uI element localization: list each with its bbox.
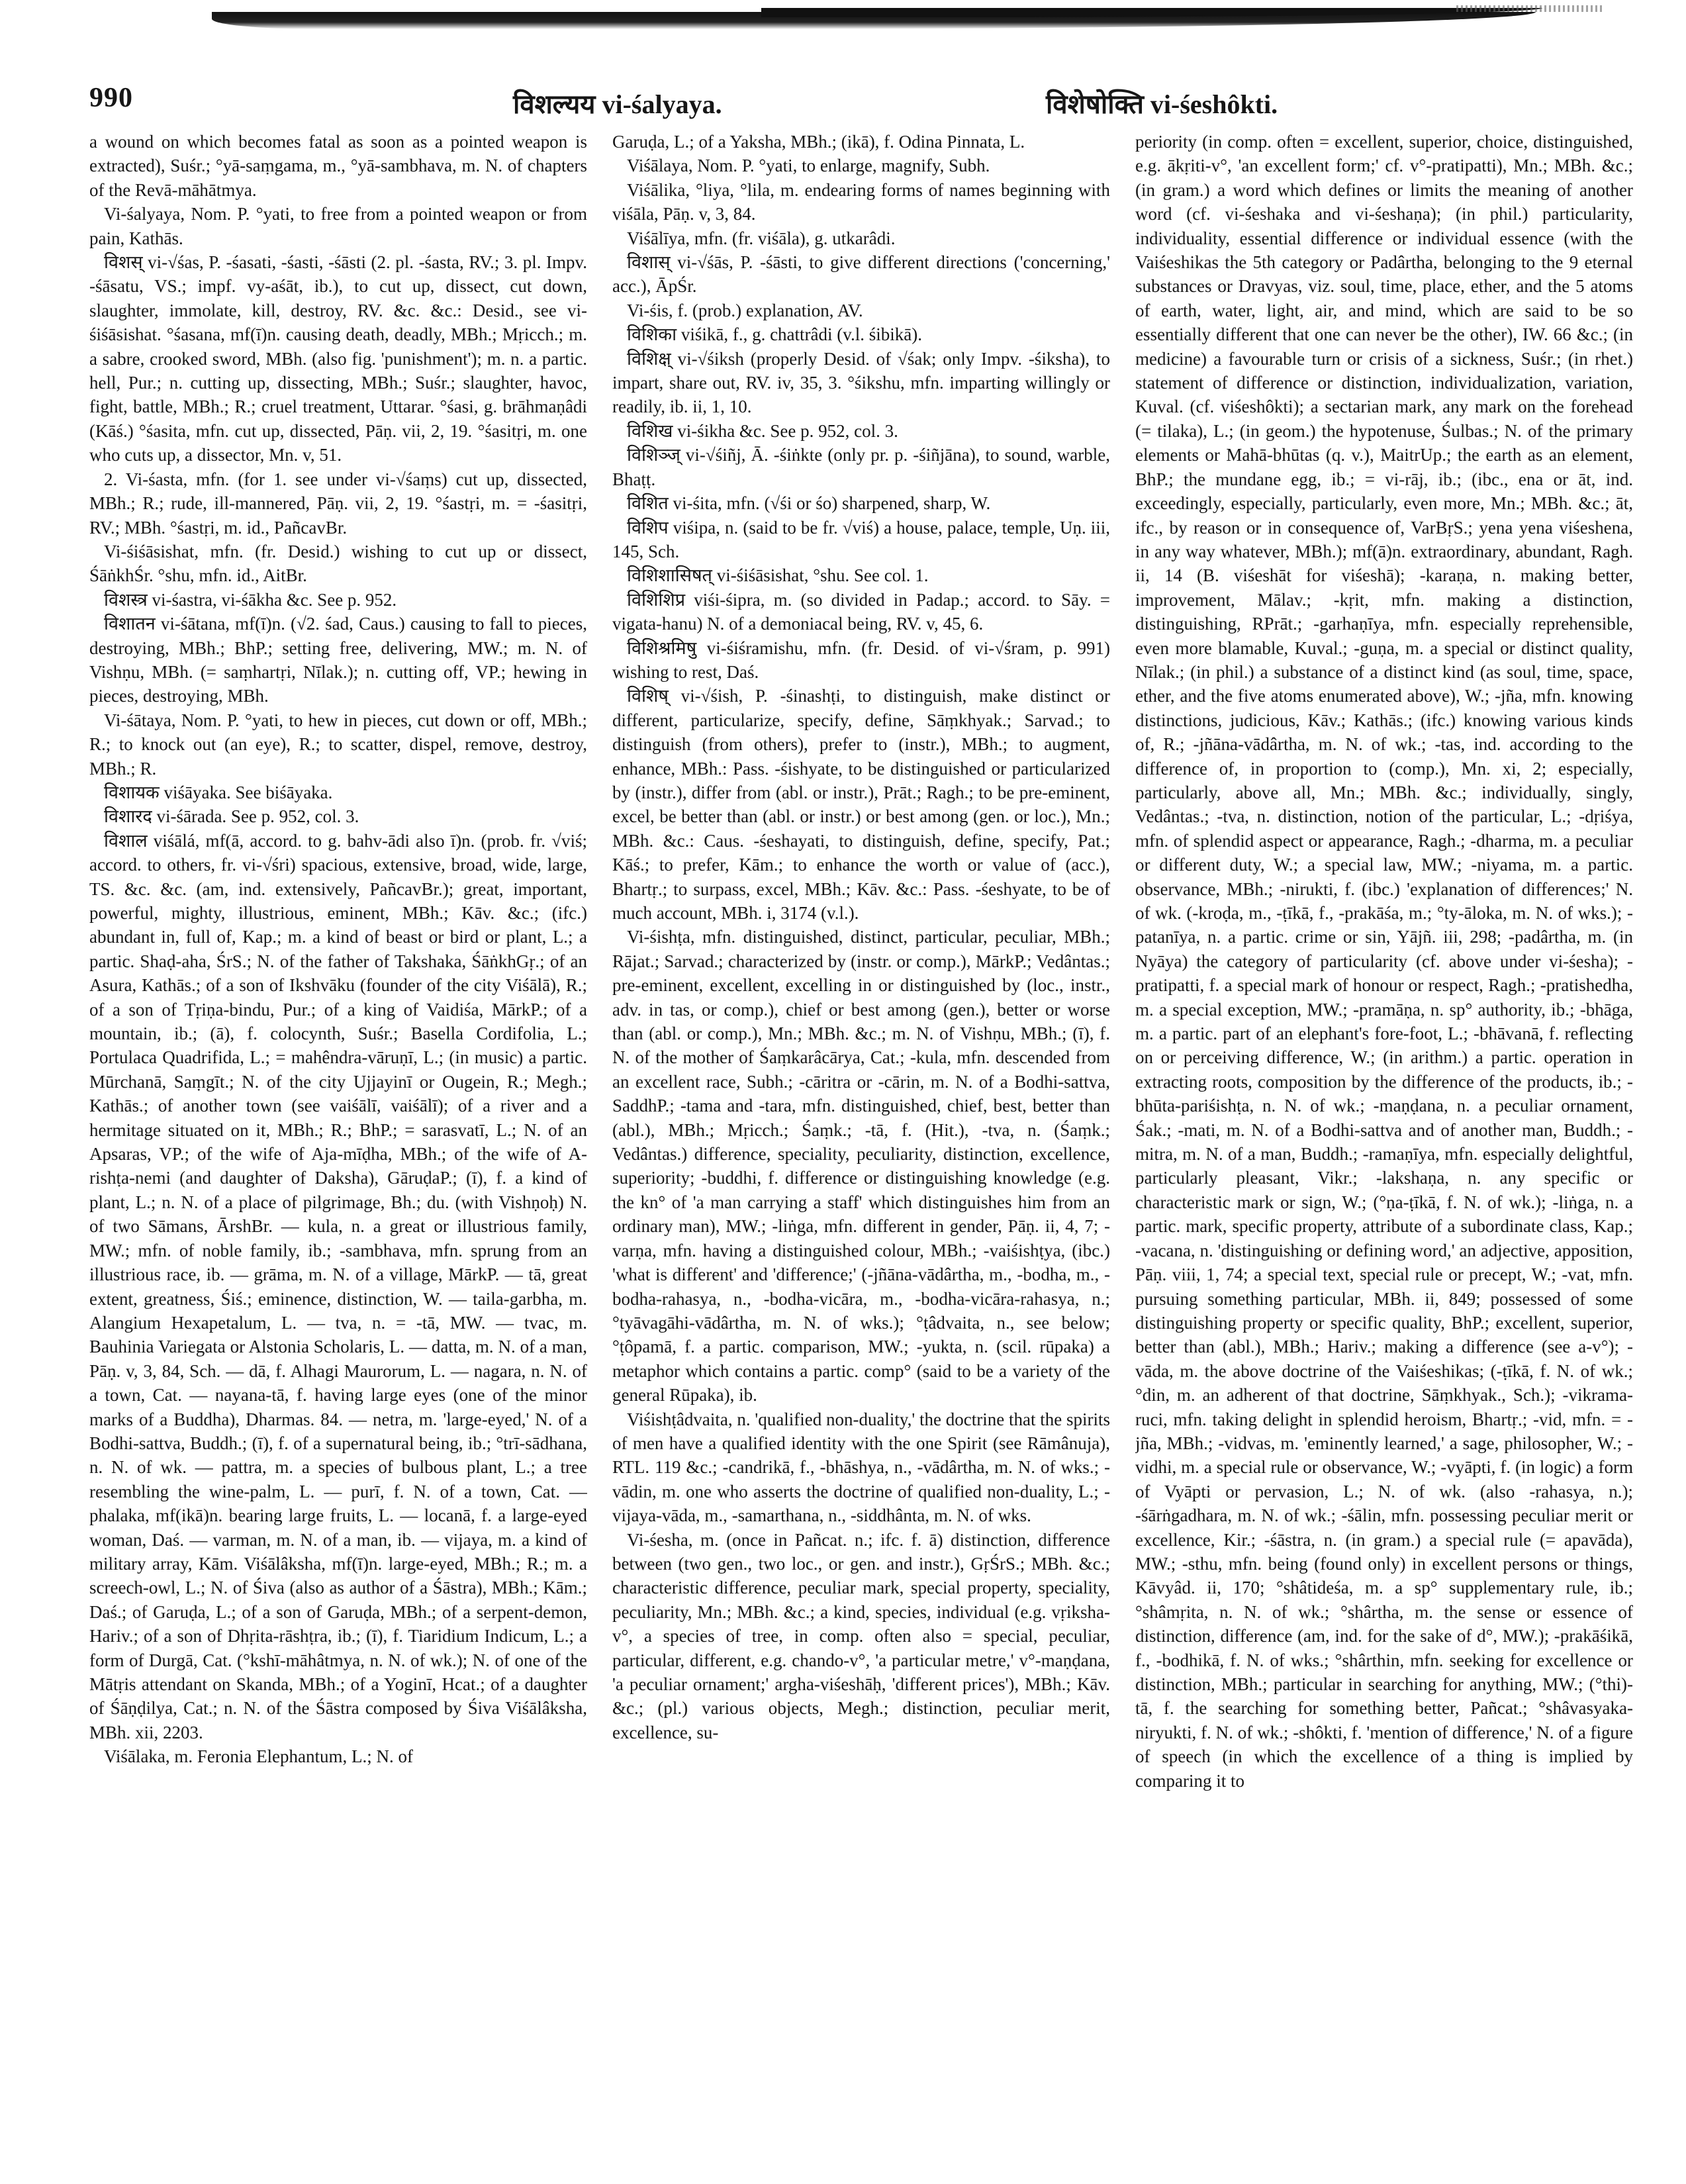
entry: Vi-śātaya, Nom. P. °yati, to hew in pieces, cut down or off, MBh.; R.; to knock out (an eye), R.; to scatter, dispel, remove, destroy, MBh.; R. [89,710,587,779]
entry: विशिप viśipa, n. (said to be fr. √viś) a house, palace, temple, Uṇ. iii, 145, Sch. [612,517,1110,561]
entry: Vi-śis, f. (prob.) explanation, AV. [627,300,863,320]
entry: विशिञ्ज् vi-√śiñj, Ā. -śiṅkte (only pr. p. -śiñjāna), to sound, warble, Bhaṭṭ. [612,445,1110,489]
entry: Viśishṭâdvaita, n. 'qualified non-duality,' the doctrine that the spirits of men have a qualified identity with the one Spirit (see Rāmânuja), RTL. 119 &c.; -candrikā, f., -bhāshya, n., -vādârtha, m. N. of wks.; -vādin, m. one who asserts the doctrine of qualified non-duality, L.; -vijaya-vāda, m., -samarthana, n., -siddhânta, m. N. of wks. [612,1409,1110,1526]
entry: विशित vi-śita, mfn. (√śi or śo) sharpened, sharp, W. [627,493,991,514]
entry: Garuḍa, L.; of a Yaksha, MBh.; (ikā), f. Odina Pinnata, L. [612,132,1025,152]
entry: Vi-śishṭa, mfn. distinguished, distinct, particular, peculiar, MBh.; Rājat.; Sarvad.; characterized by (instr. or comp.), MārkP.; Vedântas.; pre-eminent, excellent, excelling in or distinguished by (loc., instr., adv. in tas, or comp.), chief or best among (gen.), better or worse than (abl. or comp.), Mn.; MBh. &c.; m. N. of Vishṇu, MBh.; (ī), f. N. of the mother of Śaṃkarâcārya, Cat.; -kula, mfn. descended from an excellent race, Subh.; -cāritra or -cārin, m. N. of a Bodhi-sattva, SaddhP.; -tama and -tara, mfn. distinguished, chief, best, better than (abl.), MBh.; Mṛicch.; Śaṃk.; -tā, f. (Hit.), -tva, n. (Śaṃk.; Vedântas.) difference, speciality, peculiarity, distinction, excellence, superiority; -buddhi, f. difference or distinguishing knowledge (e.g. the kn° of 'a man carrying a staff' which distinguishes him from an ordinary man), MW.; -liṅga, mfn. different in gender, Pāṇ. ii, 4, 7; -varṇa, mfn. having a distinguished colour, MBh.; -vaiśishṭya, (ibc.) 'what is different' and 'difference;' (-jñāna-vādârtha, m., -bodha, m., -bodha-rahasya, n., -bodha-vicāra, m., -bodha-vicāra-rahasya, n.; °tyāvagāhi-vādârtha, m. N. of wks.); °ṭâdvaita, n., see below; °ṭôpamā, f. a partic. comparison, MW.; -yukta, n. (scil. rūpaka) a metaphor which contains a partic. comp° (said to be a variety of the general Rūpaka), ib. [612,927,1110,1405]
entry: विशिक्ष् vi-√śiksh (properly Desid. of √śak; only Impv. -śiksha), to impart, share out, RV. iv, 35, 3. °śikshu, mfn. imparting willingly or readily, ib. ii, 1, 10. [612,348,1110,417]
entry: विशारद vi-śārada. See p. 952, col. 3. [104,806,359,827]
entry: विशिका viśikā, f., g. chattrâdi (v.l. śibikā). [627,324,922,345]
entry: विशायक viśāyaka. See biśāyaka. [104,782,333,802]
entry: Viśālika, °liya, °lila, m. endearing forms of names beginning with viśāla, Pāṇ. v, 3, 84. [612,179,1110,224]
entry: विशास् vi-√śās, P. -śāsti, to give different directions ('concerning,' acc.), ĀpŚr. [612,252,1110,297]
page-number: 990 [89,83,133,113]
scan-top-edge [0,0,1686,46]
entry: Vi-śesha, m. (once in Pañcat. n.; ifc. f. ā) distinction, difference between (two gen., two loc., or gen. and instr.), GṛŚrS.; MBh. &c.; characteristic difference, peculiar mark, special property, speciality, peculiarity, Mn.; MBh. &c.; a kind, species, individual (e.g. vṛiksha-v°, a species of tree, in comp. often also = special, peculiar, particular, different, e.g. chando-v°, 'a particular metre,' v°-maṇḍana, 'a peculiar ornament;' argha-viśeshāḥ, 'different prices'), MBh.; Kāv. &c.; (pl.) various objects, Megh.; distinction, peculiar merit, excellence, su- [612,1529,1110,1742]
entry: विशिख vi-śikha &c. See p. 952, col. 3. [627,420,898,441]
entry: विशिश्रमिषु vi-śiśramishu, mfn. (fr. Desid. of vi-√śram, p. 991) wishing to rest, Daś. [612,638,1110,682]
entry: विशाल viśālá, mf(ā, accord. to g. bahv-ādi also ī)n. (prob. fr. √viś; accord. to others, fr. vi-√śri) spacious, extensive, broad, wide, large, TS. &c. &c. (am, ind. extensively, PañcavBr.); great, important, powerful, mighty, illustrious, eminent, MBh.; Kāv. &c.; (ifc.) abundant in, full of, Kap.; m. a kind of beast or bird or plant, L.; a partic. Shaḍ-aha, ŚrS.; N. of the father of Takshaka, ŚāṅkhGṛ.; of an Asura, Kathās.; of a son of Ikshvāku (founder of the city Viśālā), R.; of a son of Tṛiṇa-bindu, Pur.; of a king of Vaidiśa, MārkP.; of a mountain, ib.; (ā), f. colocynth, Suśr.; Basella Cordifolia, L.; Portulaca Quadrifida, L.; = mahêndra-vāruṇī, L.; (in music) a partic. Mūrchanā, Saṃgīt.; N. of the city Ujjayinī or Ougein, R.; Megh.; Kathās.; of another town (see vaiśālī, vaiśālī); of a river and a hermitage situated on it, MBh.; R.; BhP.; = sarasvatī, L.; N. of an Apsaras, VP.; of the wife of Aja-mīḍha, MBh.; of the wife of A-rishṭa-nemi (and daughter of Daksha), GāruḍaP.; (ī), f. a kind of plant, L.; n. N. of a place of pilgrimage, Bh.; du. (with Vishṇoḥ) N. of two Sāmans, ĀrshBr. — kula, n. a great or illustrious family, MW.; mfn. of noble family, ib.; -sambhava, mfn. sprung from an illustrious race, ib. — grāma, m. N. of a village, MārkP. — tā, great extent, greatness, Śiś.; eminence, distinction, W. — taila-garbha, m. Alangium Hexapetalum, L. — tva, n. = -tā, MW. — tvac, m. Bauhinia Variegata or Alstonia Scholaris, L. — datta, m. N. of a man, Pāṇ. v, 3, 84, Sch. — dā, f. Alhagi Maurorum, L. — nagara, n. N. of a town, Cat. — nayana-tā, f. having large eyes (one of the minor marks of a Buddha), Dharmas. 84. — netra, m. 'large-eyed,' N. of a Bodhi-sattva, Buddh.; (ī), f. of a supernatural being, ib.; °trī-sādhana, n. N. of wk. — pattra, m. a species of bulbous plant, L.; a tree resembling the wine-palm, L. — purī, f. N. of a town, Cat. — phalaka, mf(ikā)n. bearing large fruits, L. — locanā, f. a large-eyed woman, Daś. — varman, m. N. of a man, ib. — vijaya, m. a kind of military array, Kām. Viśālâksha, mf(ī)n. large-eyed, MBh.; R.; m. a screech-owl, L.; N. of Śiva (also as author of a Śāstra), MBh.; Kām.; Daś.; of Garuḍa, L.; of a son of Garuḍa, MBh.; of a serpent-demon, Hariv.; of a son of Dhṛita-rāshṭra, ib.; (ī), f. Tiaridium Indicum, L.; a form of Durgā, Cat. (°kshī-māhâtmya, n. N. of wk.); N. of one of the Mātṛis attendant on Skanda, MBh.; of a Yoginī, Hcat.; of a daughter of Śāṇḍilya, Cat.; n. N. of the Śāstra composed by Śiva Viśālâksha, MBh. xii, 2203. [89,830,587,1742]
entry: a wound on which becomes fatal as soon as a pointed weapon is extracted), Suśr.; °yā-saṃgama, m., °yā-sambhava, m. N. of chapters of the Revā-māhātmya. [89,132,587,200]
dictionary-columns [89,130,1632,2149]
entry: Viśālīya, mfn. (fr. viśāla), g. utkarâdi. [627,228,896,248]
entry: विशिशिप्र viśi-śipra, m. (so divided in Padap.; accord. to Sāy. = vigata-hanu) N. of a demoniacal being, RV. v, 45, 6. [612,589,1110,634]
column-3 [1135,130,1633,2149]
entry: विशिष् vi-√śish, P. -śinashṭi, to distinguish, make distinct or different, particularize, specify, define, Sāṃkhyak.; Sarvad.; to distinguish (from others), prefer to (instr.), MBh.; to augment, enhance, MBh.: Pass. -śishyate, to be distinguished or particularized by (instr.), differ from (abl. or instr.), Prāt.; Ragh.; to be pre-eminent, excel, be better than (abl. or instr.) or best among (gen. or loc.), Mn.; MBh. &c.: Caus. -śeshayati, to distinguish, define, specify, Pat.; Kāś.; to prefer, Kām.; to enhance the worth or value of (acc.), Bhartṛ.; to surpass, excel, MBh.; Kāv. &c.: Pass. -śeshyate, to be of much account, MBh. i, 3174 (v.l.). [612,686,1110,923]
entry: विशस्त्र vi-śastra, vi-śākha &c. See p. 952. [104,589,397,610]
column-1 [89,130,587,2149]
running-header [89,79,1632,122]
entry: Viśālaya, Nom. P. °yati, to enlarge, magnify, Subh. [627,156,990,176]
right-headword: विशेषोक्ति vi-śeshôkti. [1046,89,1278,119]
scan-noise [1456,5,1602,12]
entry: Viśālaka, m. Feronia Elephantum, L.; N. of [104,1746,414,1767]
entry: विशिशासिषत् vi-śiśāsishat, °shu. See col. 1. [627,565,929,586]
entry: periority (in comp. often = excellent, superior, choice, distinguished, e.g. ākṛiti-v°, 'an excellent form;' cf. v°-pratipatti), Mn.; MBh. &c.; (in gram.) a word which defines or limits the meaning of another word (cf. vi-śeshaka and vi-śeshaṇa); (in phil.) particularity, individuality, essential difference or individual essence (with the Vaiśeshikas the 5th category or Padârtha, belonging to the 9 eternal substances or Dravyas, viz. soul, time, place, ether, and the 5 atoms of earth, water, light, air, and mind, which are said to be so essentially different that one can never be the other), IW. 66 &c.; (in medicine) a favourable turn or crisis of a sickness, Suśr.; (in rhet.) statement of difference or distinction, individualization, variation, Kuval. (cf. viśeshôkti); a sectarian mark, any mark on the forehead (= tilaka), L.; (in geom.) the hypotenuse, Śulbas.; N. of the primary elements or Mahā-bhūtas (q. v.), MaitrUp.; the earth as an element, BhP.; the mundane egg, ib.; = vi-rāj, ib.; (ibc., ena or āt, ind. exceedingly, especially, particularly, even more, Mn.; MBh. &c.; āt, ifc., by reason or in consequence of, VarBṛS.; yena yena viśeshena, in any way whatever, MBh.); mf(ā)n. extraordinary, abundant, Ragh. ii, 14 (B. viśeshāt for viśeshā); -karaṇa, n. making better, improvement, Mālav.; -kṛit, mfn. making a distinction, distinguishing, RPrāt.; -garhaṇīya, mfn. especially reprehensible, even more blamable, Kuval.; -guṇa, m. a special or distinct quality, Nīlak.; (in phil.) a substance of a distinct kind (as soul, time, space, ether, and the five atoms enumerated above), W.; -jña, mfn. knowing distinctions, judicious, Kāv.; Kathās.; (ifc.) knowing various kinds of, R.; -jñāna-vādârtha, m. N. of wk.; -tas, ind. according to the difference of, in proportion to (comp.), Mn. xi, 2; especially, particularly, above all, Mn.; MBh. &c.; individually, singly, Vedântas.; -tva, n. distinction, notion of the particular, L.; -dṛiśya, mfn. of splendid aspect or appearance, Ragh.; -dharma, m. a peculiar or different duty, W.; a special law, MW.; -niyama, m. a partic. observance, MBh.; -nirukti, f. (ibc.) 'explanation of differences;' N. of wk. (-kroḍa, m., -ṭīkā, f., -prakāśa, m.; °ty-āloka, m. N. of wks.); -patanīya, n. a partic. crime or sin, Yājñ. iii, 298; -padârtha, m. (in Nyāya) the category of particularity (cf. above under vi-śesha); -pratipatti, f. a special mark of honour or respect, Ragh.; -pratishedha, m. a special exception, MW.; -pramāṇa, n. sp° authority, ib.; -bhāga, m. a partic. part of an elephant's fore-foot, L.; -bhāvanā, f. reflecting on or perceiving difference, W.; (in arithm.) a partic. operation in extracting roots, composition by the difference of the products, ib.; -bhūta-pariśishṭa, n. N. of wk.; -maṇḍana, n. a peculiar ornament, Śak.; -mati, m. N. of a Bodhi-sattva and of another man, Buddh.; -mitra, m. N. of a man, Buddh.; -ramaṇīya, mfn. especially delightful, particularly pleasant, Vikr.; -lakshaṇa, n. any specific or characteristic mark or sign, W.; (°ṇa-ṭīkā, f. N. of wk.); -liṅga, n. a partic. mark, specific property, attribute of a subordinate class, Kap.; -vacana, n. 'distinguishing or defining word,' an adjective, apposition, Pāṇ. viii, 1, 74; a special text, special rule or precept, W.; -vat, mfn. pursuing something particular, MBh. ii, 849; possessed of some distinguishing property or specific quality, BhP.; excellent, superior, better than (abl.), MBh.; Hariv.; making a difference (see a-v°); -vāda, m. the above doctrine of the Vaiśeshikas; (-ṭīkā, f. N. of wk.; °din, m. an adherent of that doctrine, Sāṃkhyak., Sch.); -vikrama-ruci, mfn. taking delight in splendid heroism, Bhartṛ.; -vid, mfn. = -jña, MBh.; -vidvas, m. 'eminently learned,' a sage, philosopher, W.; -vidhi, m. a special rule or observance, W.; -vyāpti, f. (in logic) a form of Vyāpti or pervasion, L.; N. of wk. (also -rahasya, n.); -śārṅgadhara, m. N. of wk.; -śālin, mfn. possessing peculiar merit or excellence, Kir.; -śāstra, n. (in gram.) a special rule (= apavāda), MW.; -sthu, mfn. being (found only) in excellent persons or things, Kāvyâd. ii, 170; °shâtideśa, m. a sp° supplementary rule, ib.; °shâmṛita, n. N. of wk.; °shârtha, m. the sense or essence of distinction, difference (am, ind. for the sake of d°, MW.); -prakāśikā, f., -bodhikā, f. N. of wks.; °shârthin, mfn. seeking for excellence or distinction, MBh.; particular in searching for anything, MW.; (°thi)-tā, f. the searching for something better, Pañcat.; °shâvasyaka-niryukti, f. N. of wk.; -shôkti, f. 'mention of difference,' N. of a figure of speech (in which the excellence of a thing is implied by comparing it to [1135,132,1633,1791]
entry: Vi-śiśāsishat, mfn. (fr. Desid.) wishing to cut up or dissect, ŚāṅkhŚr. °shu, mfn. id., AitBr. [89,541,587,586]
entry: विशस् vi-√śas, P. -śasati, -śasti, -śāsti (2. pl. -śasta, RV.; 3. pl. Impv. -śāsatu, VS.; impf. vy-aśāt, ib.), to cut up, dissect, cut down, slaughter, immolate, kill, destroy, RV. &c. &c.: Desid., see vi-śiśāsishat. °śasana, mf(ī)n. causing death, deadly, MBh.; Mṛicch.; m. a sabre, crooked sword, MBh. (also fig. 'punishment'); m. n. a partic. hell, Pur.; n. cutting up, dissecting, MBh.; Suśr.; slaughter, havoc, fight, battle, MBh.; R.; cruel treatment, Uttarar. °śasi, g. brāhmaṇâdi (Kāś.) °śasita, mfn. cut up, dissected, Pāṇ. vii, 2, 19. °śasitṛi, m. one who cuts up, a dissector, Mn. v, 51. [89,252,587,465]
entry: विशातन vi-śātana, mf(ī)n. (√2. śad, Caus.) causing to fall to pieces, destroying, MBh.; BhP.; setting free, delivering, MW.; m. N. of Vishṇu, MBh. (= saṃhartṛi, Nīlak.); n. cutting off, VP.; hewing in pieces, destroying, MBh. [89,614,587,706]
left-headword: विशल्यय vi-śalyaya. [513,89,722,119]
entry: 2. Vi-śasta, mfn. (for 1. see under vi-√śaṃs) cut up, dissected, MBh.; R.; rude, ill-mannered, Pāṇ. vii, 2, 19. °śastṛi, m. = -śasitṛi, RV.; MBh. °śastṛi, m. id., PañcavBr. [89,469,587,538]
column-2 [612,130,1110,2149]
entry: Vi-śalyaya, Nom. P. °yati, to free from a pointed weapon or from pain, Kathās. [89,204,587,248]
